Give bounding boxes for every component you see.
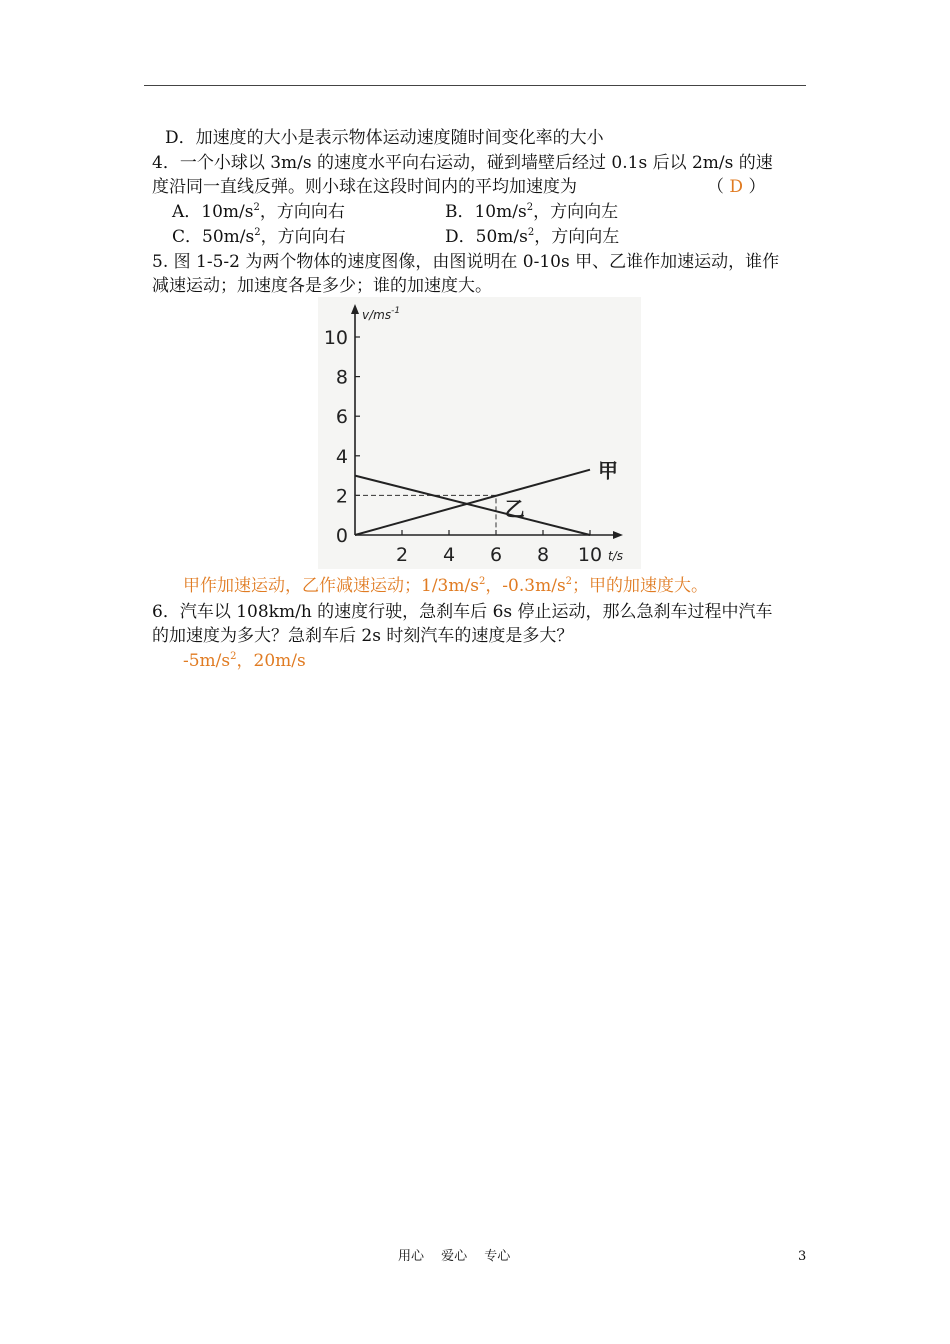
y-axis-label: $v/ms^{-1}$: [362, 306, 401, 322]
q3-option-d: D．加速度的大小是表示物体运动速度随时间变化率的大小: [165, 128, 604, 148]
series: [355, 459, 618, 535]
q4-option-a: A．$10m/s^2$，方向向右: [172, 202, 345, 222]
x-tick-label: 4: [442, 544, 456, 566]
y-tick-label: 4: [335, 445, 348, 468]
q4-option-c: C．$50m/s^2$，方向向右: [172, 227, 346, 247]
q4-line-2: 度沿同一直线反弹。则小球在这段时间内的平均加速度为: [152, 177, 577, 197]
x-tick-label: 8: [536, 544, 550, 566]
q4-line-1: 4．一个小球以 3m/s 的速度水平向右运动，碰到墙壁后经过 0.1s 后以 2m/s 的速: [152, 153, 773, 173]
y-tick-label: 2: [335, 485, 348, 508]
x-axis-arrow: [613, 531, 623, 539]
q6-line-2: 的加速度为多大？急刹车后 2s 时刻汽车的速度是多大？: [152, 626, 574, 646]
y-tick-label: 0: [335, 525, 348, 547]
velocity-time-graph: [318, 297, 641, 569]
q4-answer-bracket: （ D ）: [707, 177, 766, 197]
x-tick-label: 2: [395, 544, 409, 566]
y-tick-label: 10: [323, 327, 348, 349]
series-label-2: 乙: [504, 497, 525, 522]
y-tick-label: 6: [335, 406, 348, 429]
q4-option-d: D．$50m/s^2$，方向向左: [445, 227, 620, 247]
ticks: [324, 327, 602, 566]
y-tick-label: 8: [335, 366, 348, 389]
q4-option-b: B．$10m/s^2$，方向向左: [445, 202, 619, 222]
x-tick-label: 6: [489, 544, 503, 566]
q6-line-1: 6．汽车以 108km/h 的速度行驶，急刹车后 6s 停止运动，那么急刹车过程中汽车: [152, 602, 773, 622]
graph-svg: [318, 297, 641, 569]
q5-line-2: 减速运动；加速度各是多少；谁的加速度大。: [152, 276, 492, 296]
q6-answer: $-5m/s^2$，20m/s: [183, 651, 306, 671]
x-axis-label: t/s: [608, 549, 623, 563]
q5-answer: 甲作加速运动，乙作减速运动；$1/3m/s^2$，$-0.3m/s^2$；甲的加速度大。: [183, 576, 709, 596]
header-rule: [144, 85, 806, 86]
footer-motto: 用心 爱心 专心: [398, 1249, 511, 1264]
series-label-1: 甲: [598, 458, 618, 483]
q5-line-1: 5. 图 1-5-2 为两个物体的速度图像，由图说明在 0-10s 甲、乙谁作加速运动，谁作: [152, 252, 780, 272]
page-number: 3: [798, 1249, 807, 1264]
y-axis-arrow: [351, 304, 359, 314]
q4-answer: D: [729, 177, 744, 197]
x-tick-label: 10: [577, 544, 603, 566]
